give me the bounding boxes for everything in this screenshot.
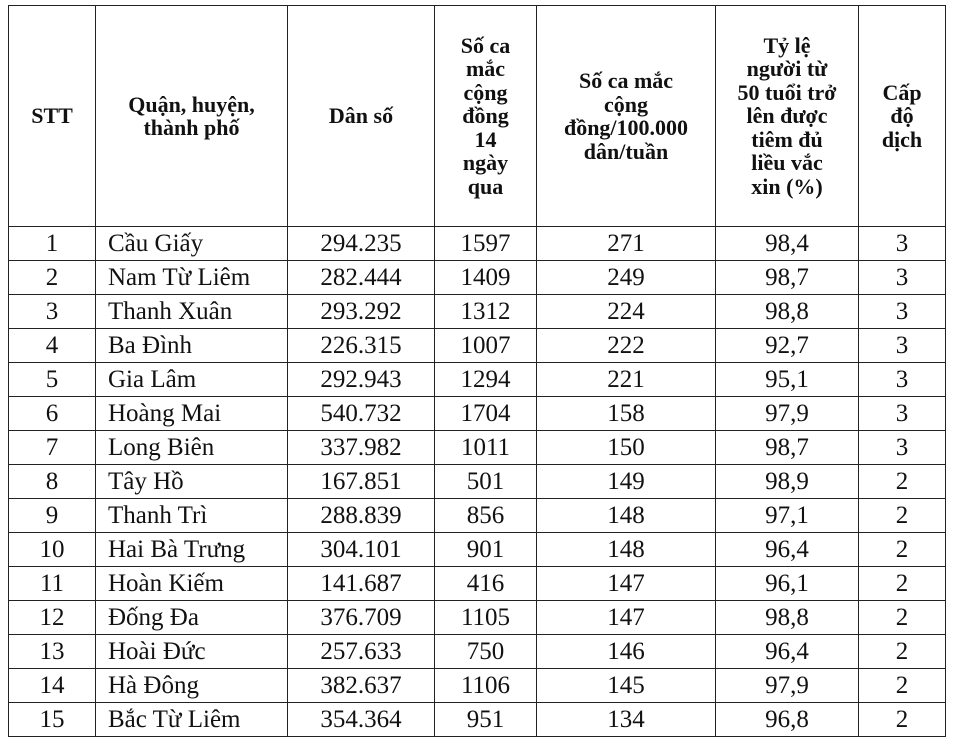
table-row [9, 499, 946, 533]
cell-stt: 14 [9, 669, 96, 703]
cell-vaccination-rate: 95,1 [716, 363, 859, 397]
table-row [9, 567, 946, 601]
cell-vaccination-rate: 96,8 [716, 703, 859, 737]
cell-stt: 6 [9, 397, 96, 431]
header-line: lên được [746, 103, 828, 129]
header-line: qua [467, 173, 504, 199]
cell-cases-per-100k: 148 [537, 499, 716, 533]
cell-cases-14-days: 416 [435, 567, 537, 601]
cell-vaccination-rate: 98,7 [716, 261, 859, 295]
header-line: Số ca mắc [578, 68, 674, 93]
header-line: cộng [604, 91, 648, 117]
table-row [9, 533, 946, 567]
cell-vaccination-rate: 98,8 [716, 601, 859, 635]
cell-population: 141.687 [288, 567, 435, 601]
header-population [288, 6, 435, 227]
cell-stt: 15 [9, 703, 96, 737]
table-body [9, 227, 946, 737]
header-line: xin (%) [751, 173, 823, 199]
header-line: dân/tuần [583, 138, 669, 164]
header-line: 14 [474, 126, 497, 152]
cell-stt: 8 [9, 465, 96, 499]
table-row [9, 635, 946, 669]
header-line: Quận, huyện, [128, 91, 255, 117]
cell-vaccination-rate: 96,4 [716, 533, 859, 567]
cell-vaccination-rate: 97,1 [716, 499, 859, 533]
header-line: 50 tuổi trở [737, 79, 837, 105]
cell-vaccination-rate: 92,7 [716, 329, 859, 363]
cell-vaccination-rate: 98,4 [716, 227, 859, 261]
header-line: đồng [462, 103, 509, 129]
table-row [9, 329, 946, 363]
cell-district: Tây Hồ [96, 465, 288, 499]
cell-cases-14-days: 1597 [435, 227, 537, 261]
cell-cases-per-100k: 149 [537, 465, 716, 499]
header-stt [9, 6, 96, 227]
header-line: dịch [881, 126, 923, 152]
cell-cases-14-days: 1704 [435, 397, 537, 431]
cell-cases-14-days: 1105 [435, 601, 537, 635]
header-line: thành phố [143, 115, 240, 140]
cell-district: Thanh Trì [96, 499, 288, 533]
cell-cases-per-100k: 224 [537, 295, 716, 329]
cell-cases-per-100k: 134 [537, 703, 716, 737]
header-line: Số ca [460, 32, 511, 58]
cell-district: Cầu Giấy [96, 227, 288, 261]
cell-cases-per-100k: 222 [537, 329, 716, 363]
cell-epidemic-level: 3 [859, 431, 946, 465]
cell-stt: 9 [9, 499, 96, 533]
cell-cases-per-100k: 221 [537, 363, 716, 397]
header-district [96, 6, 288, 227]
cell-district: Bắc Từ Liêm [96, 703, 288, 737]
header-line: tiêm đủ [751, 126, 823, 152]
cell-stt: 1 [9, 227, 96, 261]
cell-cases-per-100k: 147 [537, 567, 716, 601]
cell-population: 376.709 [288, 601, 435, 635]
cell-cases-14-days: 951 [435, 703, 537, 737]
header-line: người từ [746, 56, 828, 82]
cell-stt: 2 [9, 261, 96, 295]
cell-cases-per-100k: 145 [537, 669, 716, 703]
table-row [9, 363, 946, 397]
cell-stt: 13 [9, 635, 96, 669]
header-population-label: Dân số [328, 103, 394, 129]
cell-vaccination-rate: 98,9 [716, 465, 859, 499]
cell-stt: 12 [9, 601, 96, 635]
cell-population: 293.292 [288, 295, 435, 329]
cell-district: Thanh Xuân [96, 295, 288, 329]
cell-population: 382.637 [288, 669, 435, 703]
cell-cases-14-days: 1312 [435, 295, 537, 329]
cell-epidemic-level: 2 [859, 601, 946, 635]
cell-epidemic-level: 3 [859, 363, 946, 397]
cell-epidemic-level: 2 [859, 703, 946, 737]
cell-cases-per-100k: 158 [537, 397, 716, 431]
cell-epidemic-level: 3 [859, 227, 946, 261]
cell-district: Hoài Đức [96, 635, 288, 669]
table-row [9, 397, 946, 431]
cell-cases-per-100k: 146 [537, 635, 716, 669]
cell-epidemic-level: 2 [859, 465, 946, 499]
table-row [9, 431, 946, 465]
cell-cases-per-100k: 150 [537, 431, 716, 465]
header-line: Tỷ lệ [763, 32, 811, 58]
cell-cases-14-days: 1294 [435, 363, 537, 397]
cell-vaccination-rate: 96,1 [716, 567, 859, 601]
cell-population: 337.982 [288, 431, 435, 465]
cell-cases-14-days: 501 [435, 465, 537, 499]
cell-stt: 11 [9, 567, 96, 601]
header-cases-per-100k [537, 6, 716, 227]
cell-cases-14-days: 1106 [435, 669, 537, 703]
cell-stt: 10 [9, 533, 96, 567]
header-row [9, 6, 946, 227]
cell-district: Hai Bà Trưng [96, 533, 288, 567]
header-line: mắc [465, 56, 506, 82]
cell-vaccination-rate: 98,7 [716, 431, 859, 465]
table-row [9, 601, 946, 635]
cell-district: Hoàng Mai [96, 397, 288, 431]
header-line: đồng/100.000 [563, 115, 689, 140]
header-stt-label: STT [31, 103, 73, 129]
cell-district: Long Biên [96, 431, 288, 465]
cell-district: Hà Đông [96, 669, 288, 703]
table-row [9, 465, 946, 499]
table-row [9, 295, 946, 329]
cell-cases-14-days: 1011 [435, 431, 537, 465]
cell-epidemic-level: 3 [859, 329, 946, 363]
header-line: Cấp [882, 79, 922, 105]
table-row [9, 703, 946, 737]
cell-cases-14-days: 750 [435, 635, 537, 669]
cell-epidemic-level: 2 [859, 567, 946, 601]
cell-vaccination-rate: 98,8 [716, 295, 859, 329]
cell-cases-per-100k: 148 [537, 533, 716, 567]
cell-epidemic-level: 2 [859, 499, 946, 533]
header-line: ngày [462, 150, 509, 176]
cell-population: 304.101 [288, 533, 435, 567]
cell-population: 294.235 [288, 227, 435, 261]
cell-population: 288.839 [288, 499, 435, 533]
cell-epidemic-level: 3 [859, 261, 946, 295]
cell-district: Nam Từ Liêm [96, 261, 288, 295]
cell-epidemic-level: 3 [859, 295, 946, 329]
covid-level-table [8, 5, 946, 737]
cell-district: Ba Đình [96, 329, 288, 363]
cell-population: 540.732 [288, 397, 435, 431]
table-row [9, 227, 946, 261]
cell-population: 292.943 [288, 363, 435, 397]
cell-district: Hoàn Kiếm [96, 567, 288, 601]
cell-epidemic-level: 3 [859, 397, 946, 431]
header-epidemic-level [859, 6, 946, 227]
cell-epidemic-level: 2 [859, 669, 946, 703]
cell-vaccination-rate: 97,9 [716, 669, 859, 703]
cell-vaccination-rate: 97,9 [716, 397, 859, 431]
header-vaccination-rate [716, 6, 859, 227]
cell-population: 257.633 [288, 635, 435, 669]
cell-cases-14-days: 901 [435, 533, 537, 567]
header-line: liều vắc [751, 150, 823, 176]
cell-vaccination-rate: 96,4 [716, 635, 859, 669]
cell-cases-14-days: 856 [435, 499, 537, 533]
cell-population: 354.364 [288, 703, 435, 737]
table-row [9, 261, 946, 295]
cell-cases-per-100k: 147 [537, 601, 716, 635]
cell-stt: 4 [9, 329, 96, 363]
cell-cases-14-days: 1409 [435, 261, 537, 295]
cell-epidemic-level: 2 [859, 635, 946, 669]
cell-district: Đống Đa [96, 601, 288, 635]
cell-stt: 7 [9, 431, 96, 465]
cell-cases-per-100k: 249 [537, 261, 716, 295]
header-cases-14-days [435, 6, 537, 227]
header-line: cộng [463, 79, 508, 105]
cell-cases-14-days: 1007 [435, 329, 537, 363]
cell-population: 167.851 [288, 465, 435, 499]
cell-population: 282.444 [288, 261, 435, 295]
table-row [9, 669, 946, 703]
cell-stt: 3 [9, 295, 96, 329]
cell-epidemic-level: 2 [859, 533, 946, 567]
cell-district: Gia Lâm [96, 363, 288, 397]
cell-population: 226.315 [288, 329, 435, 363]
cell-cases-per-100k: 271 [537, 227, 716, 261]
cell-stt: 5 [9, 363, 96, 397]
header-line: độ [890, 103, 914, 129]
